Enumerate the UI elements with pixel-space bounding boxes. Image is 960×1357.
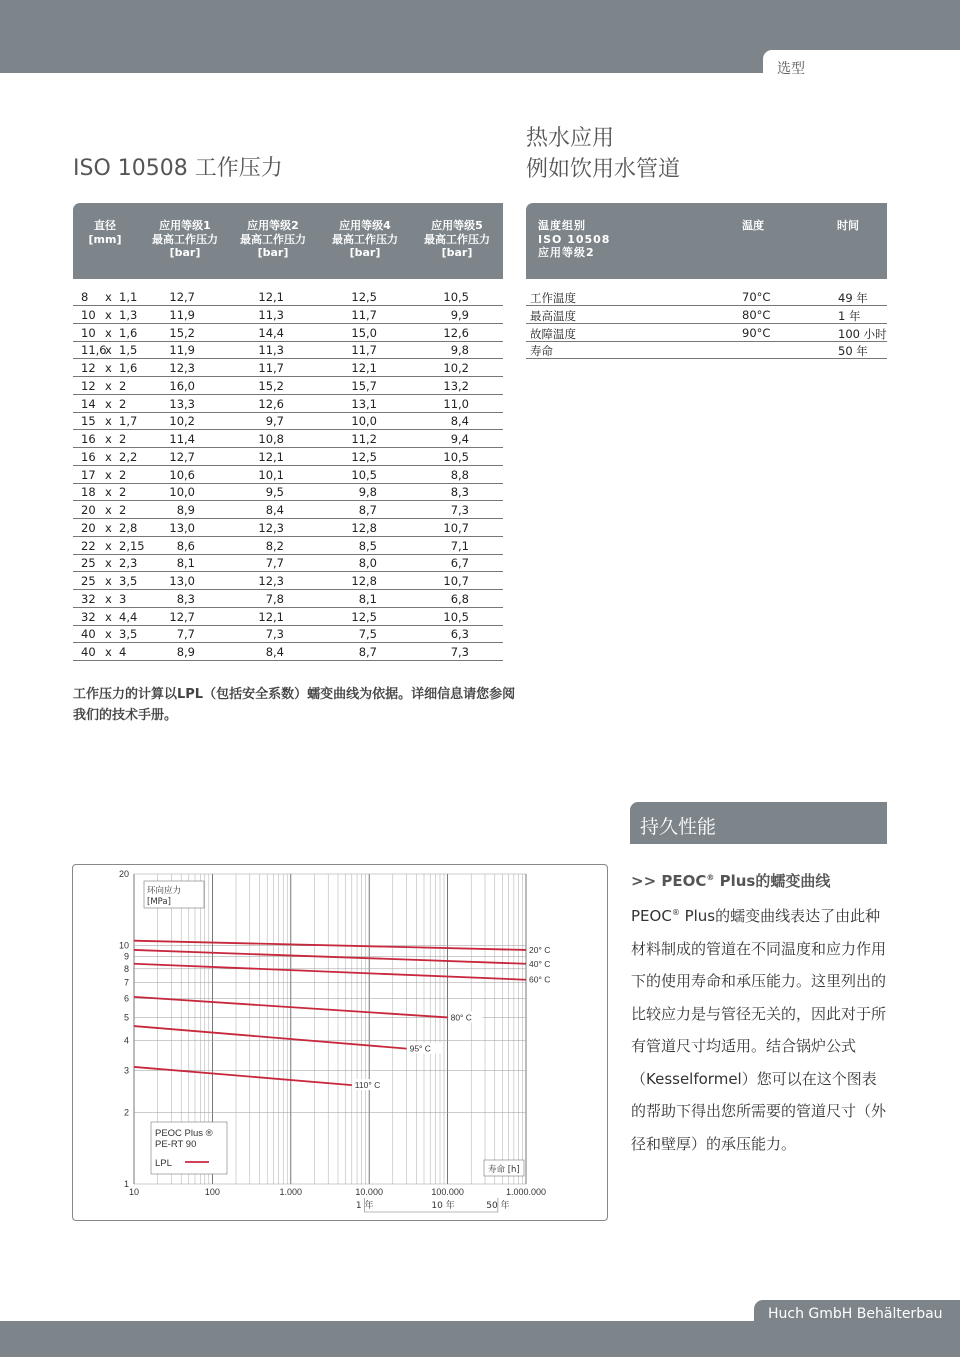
times-symbol: x: [105, 290, 112, 304]
pressure-cell: 8,1: [358, 591, 377, 606]
y-tick-label: 10: [118, 940, 129, 951]
table-row: [73, 448, 503, 466]
diameter-cell: 11,6: [81, 343, 107, 358]
pressure-cell: 10,2: [443, 361, 469, 375]
pressure-cell: 8,6: [176, 538, 195, 553]
footnote: 工作压力的计算以LPL（包括安全系数）蠕变曲线为依据。详细信息请您参阅我们的技术手册。: [73, 687, 516, 723]
times-symbol: x: [105, 307, 112, 322]
diameter-cell: 8: [81, 290, 89, 304]
pressure-cell: 10,1: [258, 467, 284, 482]
pressure-cell: 12,3: [258, 574, 284, 588]
pressure-cell: 12,6: [258, 396, 284, 411]
wall-cell: 3,5: [119, 627, 138, 642]
temp-row: [526, 306, 887, 324]
temp-row: [526, 341, 887, 359]
y-tick-label: 1: [123, 1179, 129, 1189]
pressure-cell: 9,8: [450, 343, 469, 358]
wall-cell: 1,6: [119, 361, 138, 375]
pressure-cell: 12,3: [258, 520, 284, 535]
right-title-line1: 热水应用: [526, 126, 615, 151]
y-tick-label: 6: [123, 993, 129, 1004]
pressure-cell: 7,8: [265, 591, 284, 606]
diameter-cell: 15: [81, 414, 96, 429]
wall-cell: 2: [119, 396, 127, 411]
wall-cell: 2: [119, 503, 127, 517]
table-row: [73, 341, 503, 359]
times-symbol: x: [105, 378, 112, 393]
pressure-cell: 11,3: [258, 307, 284, 322]
table-row: [73, 324, 503, 342]
diameter-cell: 20: [81, 503, 96, 517]
pressure-cell: 10,5: [443, 609, 469, 624]
temp-cell: 最高温度: [530, 308, 576, 323]
pressure-cell: 12,5: [351, 290, 377, 304]
times-symbol: x: [105, 343, 112, 358]
pressure-cell: 7,3: [450, 645, 469, 659]
y-tick-label: 2: [123, 1107, 129, 1118]
diameter-cell: 20: [81, 520, 96, 535]
table-row: [73, 625, 503, 643]
times-symbol: x: [105, 325, 112, 340]
pressure-cell: 9,7: [265, 414, 284, 429]
pressure-cell: 10,8: [258, 432, 284, 446]
pressure-cell: 10,0: [351, 414, 377, 429]
table-row: [73, 483, 503, 501]
table-row: [73, 430, 503, 448]
temp-cell: 50 年: [838, 344, 868, 359]
pressure-cell: 13,0: [169, 520, 195, 535]
table-row: [73, 501, 503, 519]
pressure-cell: 8,4: [265, 503, 284, 517]
times-symbol: x: [105, 627, 112, 642]
wall-cell: 3: [119, 591, 127, 606]
year-mark-label: 50 年: [486, 1201, 510, 1211]
diameter-cell: 14: [81, 396, 96, 411]
table-row: [73, 306, 503, 324]
x-tick-label: 100: [204, 1187, 220, 1197]
pressure-cell: 10,0: [169, 485, 195, 500]
pressure-cell: 9,5: [265, 485, 284, 500]
y-tick-label: 3: [123, 1065, 129, 1076]
pressure-cell: 11,2: [351, 432, 377, 446]
table-row: [73, 643, 503, 661]
series-label: 80° C: [450, 1012, 472, 1023]
temp-cell: 寿命: [530, 344, 553, 359]
diameter-cell: 12: [81, 378, 96, 393]
diameter-cell: 17: [81, 467, 96, 482]
pressure-cell: 12,1: [258, 449, 284, 464]
pressure-cell: 12,1: [351, 361, 377, 375]
diameter-cell: 25: [81, 574, 96, 588]
y-axis-label: 环向应力: [147, 886, 182, 896]
wall-cell: 4,4: [119, 609, 138, 624]
pressure-cell: 10,6: [169, 467, 195, 482]
pressure-cell: 13,3: [169, 396, 195, 411]
diameter-cell: 18: [81, 485, 96, 500]
wall-cell: 2,3: [119, 556, 138, 571]
pressure-cell: 11,9: [169, 343, 195, 358]
series-line: [134, 964, 526, 980]
temp-cell: 100 小时: [838, 326, 887, 341]
wall-cell: 1,6: [119, 325, 138, 340]
pressure-cell: 12,8: [351, 520, 377, 535]
diameter-cell: 40: [81, 645, 96, 659]
times-symbol: x: [105, 520, 112, 535]
table-row: [73, 537, 503, 555]
x-tick-label: 100.000: [431, 1187, 464, 1197]
pressure-header-cell: 应用等级2 最高工作压力 [bar]: [240, 219, 306, 259]
times-symbol: x: [105, 414, 112, 429]
x-tick-label: 1.000.000: [505, 1187, 547, 1197]
pressure-cell: 15,0: [351, 325, 377, 340]
pressure-cell: 11,0: [443, 396, 469, 411]
diameter-cell: 40: [81, 627, 96, 642]
pressure-cell: 9,9: [450, 307, 469, 322]
pressure-header-cell: 直径 [mm]: [88, 219, 122, 246]
pressure-header-cell: 应用等级4 最高工作压力 [bar]: [332, 219, 398, 259]
temp-cell: 80°C: [742, 307, 771, 322]
pressure-cell: 10,2: [169, 414, 195, 429]
y-tick-label: 8: [123, 963, 129, 974]
pressure-cell: 16,0: [169, 378, 195, 393]
series-label: 40° C: [529, 958, 551, 969]
y-tick-label: 9: [123, 951, 129, 962]
times-symbol: x: [105, 538, 112, 553]
times-symbol: x: [105, 645, 112, 659]
wall-cell: 4: [119, 645, 127, 659]
y-axis-label: [MPa]: [147, 897, 171, 907]
x-tick-label: 10.000: [355, 1187, 383, 1197]
legend-title: PE-RT 90: [155, 1139, 197, 1150]
legend-title: PEOC Plus ®: [155, 1128, 213, 1139]
pressure-cell: 8,5: [358, 538, 377, 553]
diameter-cell: 10: [81, 325, 96, 340]
pressure-cell: 12,5: [351, 449, 377, 464]
pressure-cell: 7,3: [265, 627, 284, 642]
table-row: [73, 288, 503, 306]
diameter-cell: 32: [81, 591, 96, 606]
pressure-cell: 11,9: [169, 307, 195, 322]
pressure-cell: 7,1: [450, 538, 469, 553]
table-row: [73, 395, 503, 413]
pressure-cell: 15,2: [258, 378, 284, 393]
y-tick-label: 7: [123, 977, 129, 988]
pressure-cell: 8,7: [358, 503, 377, 517]
temp-row: [526, 324, 887, 342]
pressure-header-cell: 应用等级5 最高工作压力 [bar]: [424, 219, 490, 259]
pressure-cell: 8,7: [358, 645, 377, 659]
wall-cell: 2: [119, 378, 127, 393]
pressure-cell: 11,7: [351, 343, 377, 358]
table-row: [73, 466, 503, 484]
table-row: [73, 359, 503, 377]
x-tick-label: 10: [128, 1187, 140, 1197]
pressure-cell: 11,4: [169, 432, 195, 446]
left-title: ISO 10508 工作压力: [73, 156, 283, 181]
series-label: 20° C: [529, 944, 551, 955]
wall-cell: 2,8: [119, 520, 138, 535]
pressure-cell: 6,7: [450, 556, 469, 571]
times-symbol: x: [105, 591, 112, 606]
pressure-cell: 12,3: [169, 361, 195, 375]
pressure-cell: 12,6: [443, 325, 469, 340]
times-symbol: x: [105, 467, 112, 482]
wall-cell: 2,2: [119, 449, 138, 464]
pressure-cell: 13,2: [443, 378, 469, 393]
times-symbol: x: [105, 503, 112, 517]
pressure-cell: 10,5: [351, 467, 377, 482]
table-row: [73, 590, 503, 608]
pressure-cell: 10,7: [443, 574, 469, 588]
table-row: [73, 572, 503, 590]
temp-cell: 90°C: [742, 325, 771, 340]
wall-cell: 1,3: [119, 307, 138, 322]
temp-cell: 49 年: [838, 291, 868, 305]
description-text: PEOC® Plus的蠕变曲线表达了由此种材料制成的管道在不同温度和应力作用下的使用寿命和承压能力。这里列出的比较应力是与管径无关的，因此对于所有管道尺寸均适用。结合锅炉公式（Kesselformel）您可以在这个图表的帮助下得出您所需要的管道尺寸（外径和壁厚）的承压能力。: [631, 907, 887, 1153]
times-symbol: x: [105, 574, 112, 588]
diameter-cell: 32: [81, 609, 96, 624]
x-tick-label: 1.000: [279, 1187, 303, 1197]
table-row: [73, 519, 503, 537]
pressure-cell: 8,3: [176, 591, 195, 606]
table-row: [73, 554, 503, 572]
pressure-cell: 12,7: [169, 449, 195, 464]
diameter-cell: 16: [81, 432, 96, 446]
pressure-cell: 12,8: [351, 574, 377, 588]
series-line: [134, 1067, 352, 1085]
pressure-cell: 10,5: [443, 449, 469, 464]
pressure-cell: 7,3: [450, 503, 469, 517]
temp-cell: 70°C: [742, 290, 771, 304]
pressure-table-header: [73, 203, 503, 279]
pressure-cell: 12,5: [351, 609, 377, 624]
year-mark-label: 10 年: [431, 1201, 455, 1211]
pressure-cell: 8,3: [450, 485, 469, 500]
pressure-cell: 9,4: [450, 432, 469, 446]
wall-cell: 3,5: [119, 574, 138, 588]
wall-cell: 1,5: [119, 343, 138, 358]
pressure-cell: 7,5: [358, 627, 377, 642]
y-tick-label: 4: [123, 1035, 129, 1046]
table-row: [73, 412, 503, 430]
diameter-cell: 10: [81, 307, 96, 322]
pressure-cell: 9,8: [358, 485, 377, 500]
legend-entry-label: LPL: [155, 1158, 172, 1169]
year-mark-label: 1 年: [355, 1201, 374, 1211]
times-symbol: x: [105, 432, 112, 446]
diameter-cell: 12: [81, 361, 96, 375]
creep-chart: [72, 864, 608, 1221]
pressure-cell: 8,8: [450, 467, 469, 482]
right-title-line2: 例如饮用水管道: [526, 157, 681, 182]
table-row: [73, 608, 503, 626]
diameter-cell: 22: [81, 538, 96, 553]
wall-cell: 1,7: [119, 414, 138, 429]
pressure-cell: 13,0: [169, 574, 195, 588]
temp-table-header: [526, 203, 887, 279]
temp-row: [526, 288, 887, 306]
y-tick-label: 5: [123, 1012, 129, 1023]
diameter-cell: 25: [81, 556, 96, 571]
pressure-cell: 12,1: [258, 609, 284, 624]
wall-cell: 2: [119, 432, 127, 446]
temp-header-cell: 温度组别 ISO 10508 应用等级2: [538, 219, 611, 259]
pressure-cell: 8,1: [176, 556, 195, 571]
pressure-cell: 8,4: [265, 645, 284, 659]
series-label: 95° C: [409, 1043, 431, 1054]
pressure-cell: 15,2: [169, 325, 195, 340]
diameter-cell: 16: [81, 449, 96, 464]
section-tab: 选型: [763, 50, 960, 82]
series-label: 60° C: [529, 974, 551, 985]
times-symbol: x: [105, 449, 112, 464]
temp-cell: 工作温度: [530, 291, 576, 305]
y-tick-label: 20: [118, 869, 129, 879]
pressure-cell: 15,7: [351, 378, 377, 393]
temp-cell: 故障温度: [530, 326, 576, 341]
pressure-cell: 12,7: [169, 609, 195, 624]
series-label: 110° C: [354, 1080, 381, 1091]
section-heading: 持久性能: [630, 802, 887, 844]
pressure-cell: 8,9: [176, 503, 195, 517]
pressure-cell: 7,7: [265, 556, 284, 571]
pressure-cell: 6,3: [450, 627, 469, 642]
times-symbol: x: [105, 396, 112, 411]
wall-cell: 1,1: [119, 290, 138, 304]
pressure-cell: 11,3: [258, 343, 284, 358]
pressure-cell: 10,5: [443, 290, 469, 304]
subheading: >> PEOC® Plus的蠕变曲线: [631, 872, 831, 890]
footer-company: Huch GmbH Behälterbau: [754, 1300, 960, 1330]
x-axis-label: 寿命 [h]: [488, 1165, 520, 1175]
times-symbol: x: [105, 485, 112, 500]
temp-header-cell: 时间: [837, 219, 859, 232]
wall-cell: 2: [119, 467, 127, 482]
pressure-cell: 11,7: [258, 361, 284, 375]
wall-cell: 2: [119, 485, 127, 500]
pressure-cell: 8,2: [265, 538, 284, 553]
pressure-cell: 12,1: [258, 290, 284, 304]
temp-header-cell: 温度: [742, 219, 764, 232]
pressure-cell: 8,9: [176, 645, 195, 659]
times-symbol: x: [105, 609, 112, 624]
pressure-cell: 12,7: [169, 290, 195, 304]
pressure-header-cell: 应用等级1 最高工作压力 [bar]: [152, 219, 218, 259]
pressure-cell: 14,4: [258, 325, 284, 340]
pressure-cell: 6,8: [450, 591, 469, 606]
series-line: [134, 941, 526, 950]
pressure-cell: 11,7: [351, 307, 377, 322]
pressure-cell: 8,0: [358, 556, 377, 571]
temp-cell: 1 年: [838, 308, 861, 323]
table-row: [73, 377, 503, 395]
pressure-cell: 10,7: [443, 520, 469, 535]
times-symbol: x: [105, 556, 112, 571]
pressure-cell: 8,4: [450, 414, 469, 429]
times-symbol: x: [105, 361, 112, 375]
wall-cell: 2,15: [119, 538, 145, 553]
pressure-cell: 7,7: [176, 627, 195, 642]
pressure-cell: 13,1: [351, 396, 377, 411]
